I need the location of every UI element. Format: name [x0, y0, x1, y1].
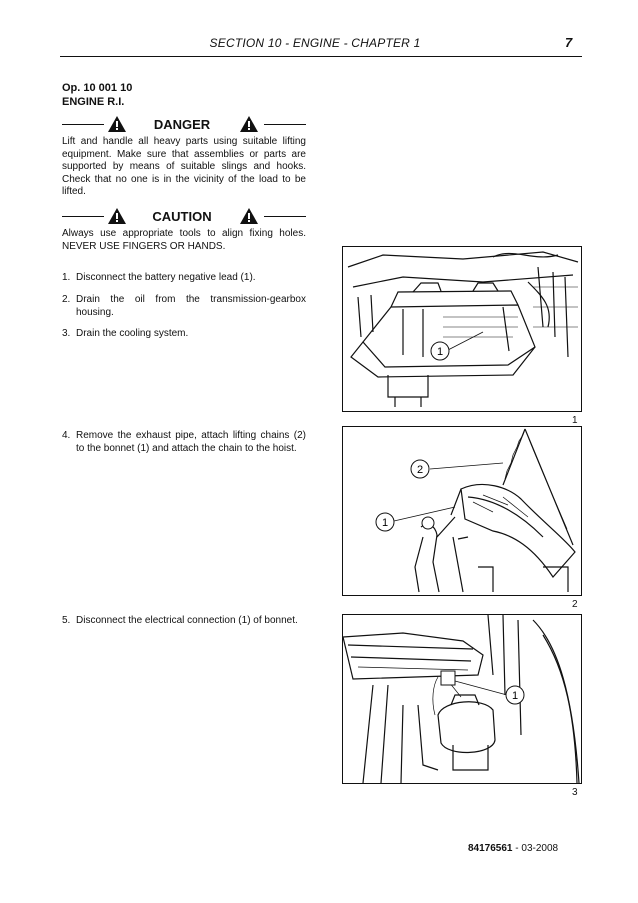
footer-separator: - — [512, 843, 522, 854]
operation-code: Op. 10 001 10 — [62, 82, 133, 94]
danger-label: DANGER — [153, 117, 211, 132]
step-item — [62, 272, 306, 285]
step-text: Drain the cooling system. — [76, 328, 189, 339]
step-text: Drain the oil from the transmission-gearbox housing. — [76, 294, 306, 318]
figure-number: 3 — [572, 787, 578, 798]
battery-drawing — [343, 247, 581, 411]
step-text: Remove the exhaust pipe, attach lifting chains (2) to the bonnet (1) and attach the chain to the hoist. — [76, 430, 306, 454]
step-number: 3. — [62, 328, 71, 339]
figure-callout: 1 — [436, 346, 444, 358]
page-number: 7 — [565, 35, 573, 50]
warning-triangle-icon — [108, 116, 126, 132]
figure-callout: 2 — [416, 464, 424, 476]
banner-rule-right — [264, 124, 306, 125]
electrical-connection-drawing — [343, 615, 581, 783]
banner-rule-left — [62, 216, 104, 217]
danger-text: Lift and handle all heavy parts using suitable lifting equipment. Make sure that assemblies or parts are supported by means of suitable slings and hooks. Check that no one is in the vicinity of the load to be lifted. — [62, 136, 306, 197]
step-number: 1. — [62, 272, 71, 283]
banner-rule-right — [264, 216, 306, 217]
step-item — [62, 294, 306, 319]
step-number: 2. — [62, 294, 71, 305]
figure-2-bonnet-lifting-illustration — [342, 426, 582, 596]
document-date: 03-2008 — [521, 843, 559, 854]
caution-text: Always use appropriate tools to align fixing holes. NEVER USE FINGERS OR HANDS. — [62, 228, 306, 252]
operation-title: ENGINE R.I. — [62, 96, 125, 108]
warning-triangle-icon — [240, 208, 258, 224]
caution-banner — [62, 208, 306, 224]
document-footer — [468, 843, 558, 854]
bonnet-hoist-drawing — [343, 427, 581, 595]
document-code: 84176561 — [468, 843, 513, 854]
banner-rule-left — [62, 124, 104, 125]
step-number: 4. — [62, 430, 71, 441]
step-number: 5. — [62, 615, 71, 626]
figure-callout: 1 — [511, 690, 519, 702]
step-text: Disconnect the battery negative lead (1). — [76, 272, 256, 283]
warning-triangle-icon — [240, 116, 258, 132]
figure-number: 1 — [572, 415, 578, 426]
header-divider — [60, 56, 582, 57]
figure-number: 2 — [572, 599, 578, 610]
danger-banner — [62, 116, 306, 132]
figure-1-battery-illustration — [342, 246, 582, 412]
step-text: Disconnect the electrical connection (1) of bonnet. — [76, 615, 298, 626]
step-item — [62, 328, 306, 341]
caution-label: CAUTION — [152, 209, 212, 224]
figure-3-electrical-connection-illustration — [342, 614, 582, 784]
figure-callout: 1 — [381, 517, 389, 529]
step-item — [62, 430, 306, 455]
section-title: SECTION 10 - ENGINE - CHAPTER 1 — [209, 36, 421, 50]
step-item — [62, 615, 306, 628]
warning-triangle-icon — [108, 208, 126, 224]
